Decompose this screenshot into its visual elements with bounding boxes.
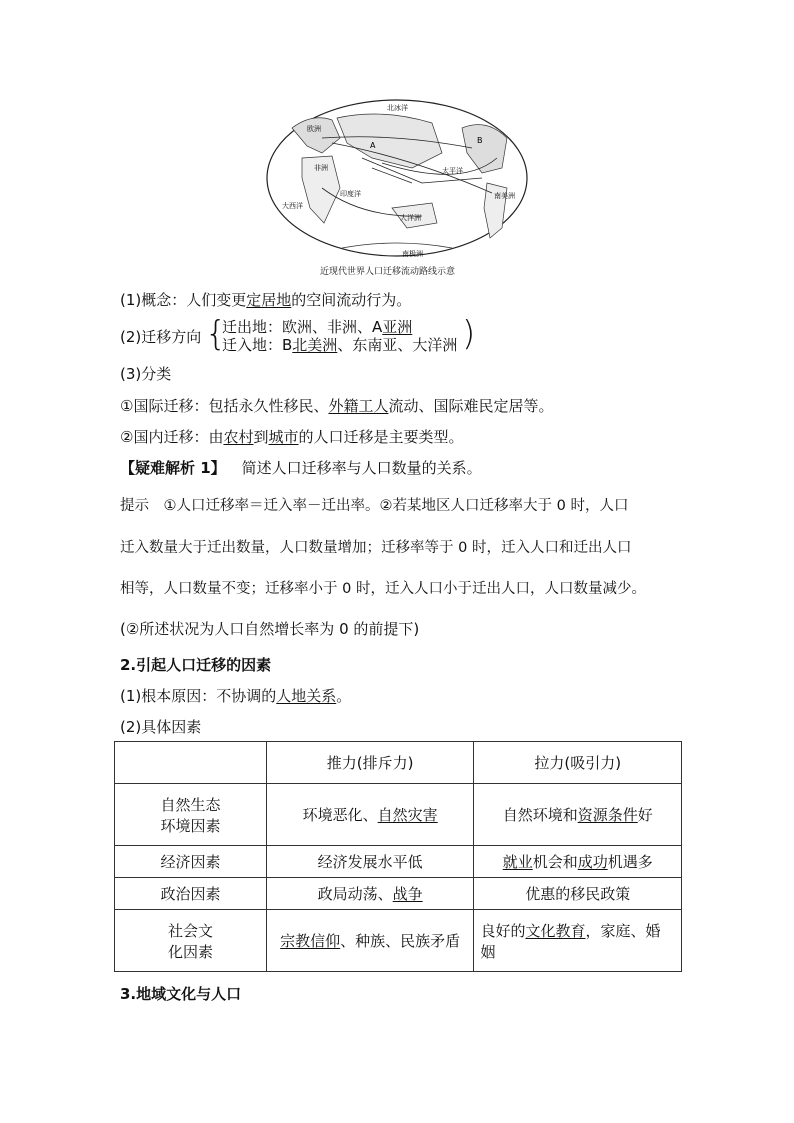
factor-cell: 自然生态 环境因素 [115,784,267,846]
push-cell: 宗教信仰、种族、民族矛盾 [266,910,474,972]
specific-heading: (2)具体因素 [120,718,202,736]
domestic-mid: 到 [253,428,269,446]
out-underlined: 亚洲 [382,318,413,336]
label-b: B [477,136,483,145]
push-cell: 政局动荡、战争 [266,878,474,910]
push-cell: 环境恶化、自然灾害 [266,784,474,846]
intl-suffix: 流动、国际难民定居等。 [388,397,554,415]
section-3-heading: 3.地域文化与人口 [120,985,242,1003]
in-underlined: 北美洲 [292,336,338,354]
brace-left: { [205,314,227,354]
root-cause-line [120,685,351,706]
table-row [115,784,682,846]
push-cell: 经济发展水平低 [266,846,474,878]
concept-line [120,289,411,310]
root-suffix: 。 [336,687,352,705]
factor-cell: 社会文 化因素 [115,910,267,972]
section-2-heading: 2.引起人口迁移的因素 [120,656,272,674]
pull-cell: 自然环境和资源条件好 [474,784,682,846]
migration-map [262,98,532,280]
concept-prefix: (1)概念：人们变更 [120,291,247,309]
classify-heading: (3)分类 [120,365,172,383]
hint-line-4: (②所述状况为人口自然增长率为 0 的前提下) [120,620,420,638]
table-header-cell: 拉力(吸引力) [474,742,682,784]
domestic-line [120,426,464,447]
question-line [120,457,482,478]
map-caption: 近现代世界人口迁移流动路线示意 [320,267,456,277]
factor-cell: 经济因素 [115,846,267,878]
table-row [115,846,682,878]
in-suffix: 、东南亚、大洋洲 [337,336,458,354]
pull-cell: 就业机会和成功机遇多 [474,846,682,878]
label-atlantic: 大西洋 [282,202,303,210]
label-south-america: 南美洲 [494,192,515,200]
root-underlined: 人地关系 [276,687,337,705]
label-africa: 非洲 [314,164,328,172]
concept-suffix: 的空间流动行为。 [291,291,412,309]
direction-label: (2)迁移方向 [120,328,202,346]
domestic-suffix: 的人口迁移是主要类型。 [298,428,464,446]
hint-line-3: 相等，人口数量不变；迁移率小于 0 时，迁入人口小于迁出人口，人口数量减少。 [120,581,646,597]
table-header-row [115,742,682,784]
label-a: A [370,141,376,150]
domestic-underlined-1: 农村 [223,428,254,446]
table-row [115,878,682,910]
brace-right: ) [462,314,476,354]
question-text: 简述人口迁移率与人口数量的关系。 [241,459,482,477]
pull-cell: 优惠的移民政策 [474,878,682,910]
table-row [115,910,682,972]
question-tag: 【疑难解析 1】 [120,459,226,477]
concept-underlined: 定居地 [246,291,292,309]
label-north-ocean: 北冰洋 [387,104,408,112]
hint-line-1: 提示 ①人口迁移率＝迁入率－迁出率。②若某地区人口迁移率大于 0 时，人口 [120,498,629,514]
intl-prefix: ①国际迁移：包括永久性移民、 [120,397,329,415]
table-header-cell [115,742,267,784]
label-antarctica: 南极洲 [402,250,423,258]
factor-cell: 政治因素 [115,878,267,910]
label-europe: 欧洲 [307,125,321,133]
label-indian: 印度洋 [340,190,361,198]
in-prefix: 迁入地：B [222,336,293,354]
factors-table [114,741,682,972]
intl-underlined: 外籍工人 [328,397,389,415]
label-pacific: 太平洋 [442,167,463,175]
hint-line-2: 迁入数量大于迁出数量，人口数量增加；迁移率等于 0 时，迁入人口和迁出人口 [120,540,632,556]
pull-cell: 良好的文化教育，家庭、婚 姻 [474,910,682,972]
root-prefix: (1)根本原因：不协调的 [120,687,277,705]
label-oceania: 大洋洲 [400,214,421,222]
world-map-graphic [262,98,532,280]
intl-line [120,395,553,416]
domestic-underlined-2: 城市 [268,428,299,446]
out-prefix: 迁出地：欧洲、非洲、A [222,318,383,336]
table-header-cell: 推力(排斥力) [266,742,474,784]
in-line [222,334,457,355]
domestic-prefix: ②国内迁移：由 [120,428,224,446]
